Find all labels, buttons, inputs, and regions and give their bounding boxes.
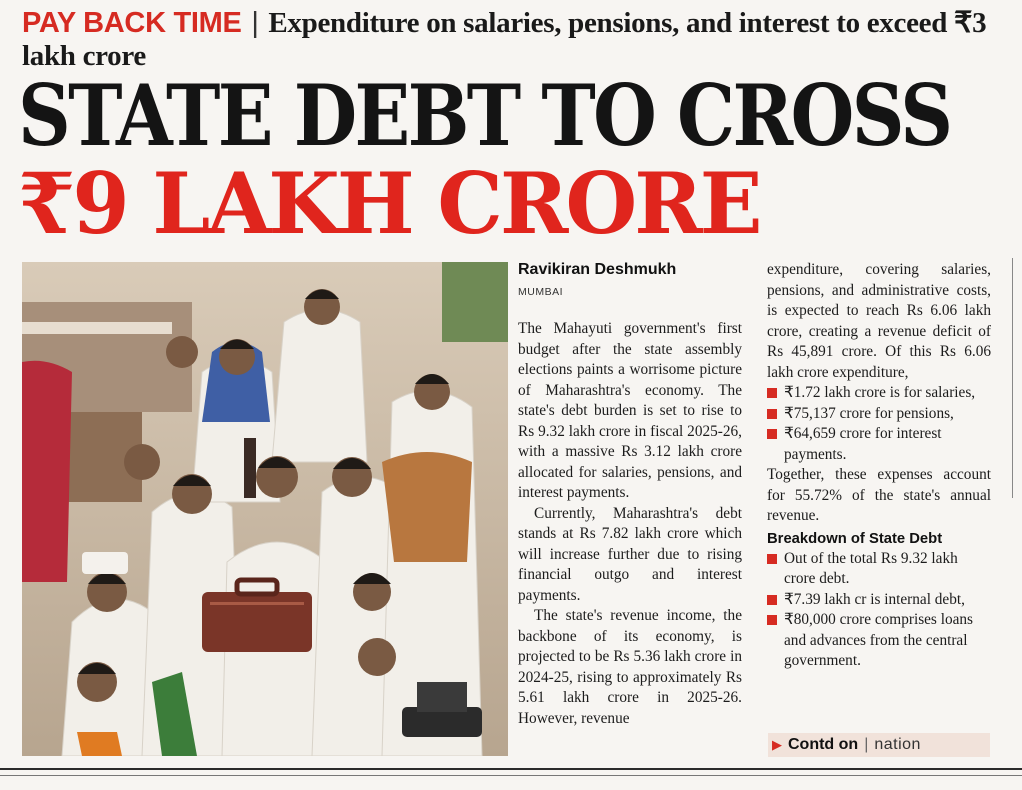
- article-column-1: [518, 260, 742, 729]
- bullet-square-icon: [767, 615, 777, 625]
- bullet-square-icon: [767, 554, 777, 564]
- bullet-text: ₹80,000 crore comprises loans and advances from the central government.: [784, 611, 974, 669]
- article-column-2: [767, 260, 991, 672]
- paragraph-4: Together, these expenses account for 55.72% of the state's annual revenue.: [767, 466, 991, 524]
- paragraph-3: The state's revenue income, the backbone of its economy, is projected to be Rs 5.36 lakh crore in 2024-25, rising to approximately Rs 5.61 lakh crore in 2025-26. However, revenue: [518, 607, 742, 727]
- kicker-separator: |: [251, 7, 259, 39]
- bullet-text: ₹75,137 crore for pensions,: [784, 404, 954, 422]
- headline-line-2: ₹9 LAKH CRORE: [18, 154, 760, 253]
- headline-line-1: STATE DEBT TO CROSS: [18, 66, 951, 165]
- bullet-square-icon: [767, 409, 777, 419]
- bullet-square-icon: [767, 429, 777, 439]
- list-item: [767, 404, 991, 425]
- kicker: [22, 6, 1012, 72]
- paragraph-1: The Mahayuti government's first budget after the state assembly elections paints a worrisome picture of Maharashtra's economy. The state's debt burden is set to rise to Rs 9.32 lakh crore in fiscal 2025-26, with a massive Rs 3.12 lakh crore allocated for salaries, pensions, and interest payments.: [518, 320, 742, 501]
- bullet-square-icon: [767, 595, 777, 605]
- continued-separator: |: [864, 736, 869, 753]
- dateline: MUMBAI: [518, 286, 563, 298]
- bullet-square-icon: [767, 388, 777, 398]
- list-item: [767, 383, 991, 404]
- list-item: [767, 424, 991, 465]
- byline: Ravikiran Deshmukh: [518, 261, 677, 278]
- kicker-tag: PAY BACK TIME: [22, 7, 242, 39]
- bullet-text: ₹1.72 lakh crore is for salaries,: [784, 384, 976, 401]
- kicker-text: Expenditure on salaries, pensions, and interest to exceed ₹3 lakh crore: [22, 7, 987, 72]
- photo-illustration: [22, 262, 508, 756]
- bullet-text: Out of the total Rs 9.32 lakh crore debt.: [784, 549, 958, 587]
- continued-on-link[interactable]: [768, 733, 990, 757]
- news-photo: [22, 262, 508, 756]
- paragraph-2: Currently, Maharashtra's debt stands at Rs 7.82 lakh crore which will increase further due to rising financial outgo and interest payments.: [518, 504, 742, 604]
- list-item: [767, 590, 991, 611]
- continued-page: nation: [874, 736, 921, 753]
- list-item: [767, 549, 991, 590]
- page-bottom-rule: [0, 768, 1022, 770]
- subhead: Breakdown of State Debt: [767, 530, 943, 547]
- list-item: [767, 610, 991, 672]
- column-divider: [1012, 258, 1013, 498]
- bullet-text: ₹7.39 lakh cr is internal debt,: [784, 590, 965, 608]
- triangle-right-icon: ▶: [772, 737, 782, 752]
- paragraph-3-continued: expenditure, covering salaries, pensions, and administrative costs, is expected to reach Rs 6.06 lakh crore, creating a revenue deficit of Rs 45,891 crore. Of this Rs 6.06 lakh crore expenditure,: [767, 261, 991, 381]
- page-bottom-rule-thin: [0, 775, 1022, 776]
- bullet-text: ₹64,659 crore for interest payments.: [784, 425, 942, 463]
- continued-label: Contd on: [788, 736, 859, 753]
